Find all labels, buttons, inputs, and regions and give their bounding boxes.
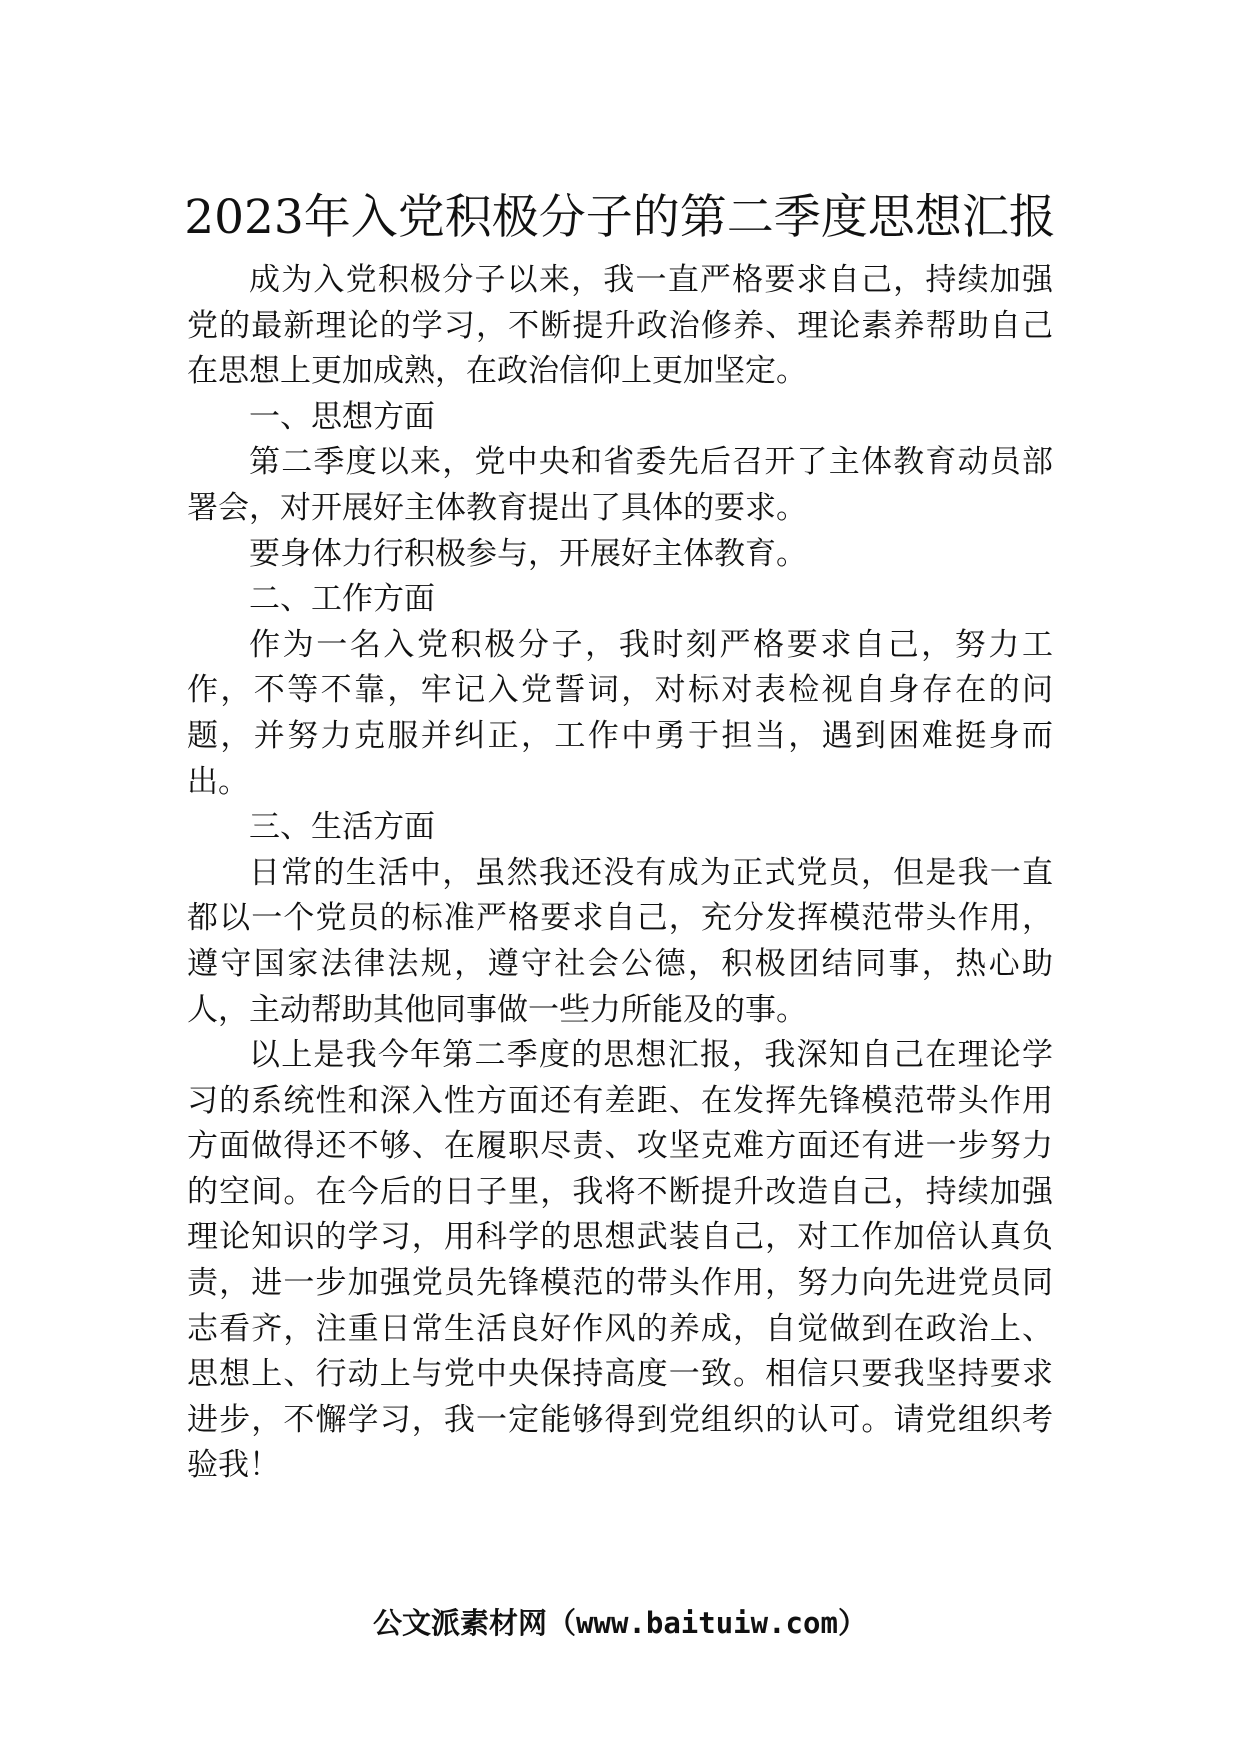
section-heading-work: 二、工作方面 xyxy=(249,581,435,618)
paragraph-conclusion: 以上是我今年第二季度的思想汇报，我深知自己在理论学习的系统性和深入性方面还有差距、在发挥先锋模范带头作用方面做得还不够、在履职尽责、攻坚克难方面还有进一步努力的空间。在今后的日子里，我将不断提升改造自己，持续加强理论知识的学习，用科学的思想武装自己，对工作加倍认真负责，进一步加强党员先锋模范的带头作用，努力向先进党员同志看齐，注重日常生活良好作风的养成，自觉做到在政治上、思想上、行动上与党中央保持高度一致。相信只要我坚持要求进步，不懈学习，我一定能够得到党组织的认可。请党组织考验我！ xyxy=(187,1037,1053,1484)
paragraph-intro: 成为入党积极分子以来，我一直严格要求自己，持续加强党的最新理论的学习，不断提升政治修养、理论素养帮助自己在思想上更加成熟，在政治信仰上更加坚定。 xyxy=(187,262,1053,390)
paragraph-thought-2: 要身体力行积极参与，开展好主体教育。 xyxy=(249,535,807,572)
paragraph-life: 日常的生活中，虽然我还没有成为正式党员，但是我一直都以一个党员的标准严格要求自己，充分发挥模范带头作用，遵守国家法律法规，遵守社会公德，积极团结同事，热心助人，主动帮助其他同事做一些力所能及的事。 xyxy=(187,854,1053,1028)
document-title: 2023年入党积极分子的第二季度思想汇报 xyxy=(184,190,1056,245)
paragraph-work: 作为一名入党积极分子，我时刻严格要求自己，努力工作，不等不靠，牢记入党誓词，对标对表检视自身存在的问题，并努力克服并纠正，工作中勇于担当，遇到困难挺身而出。 xyxy=(187,626,1053,800)
section-heading-thought: 一、思想方面 xyxy=(249,398,435,435)
document-body xyxy=(187,258,1053,1489)
footer-source: 公文派素材网（www.baituiw.com） xyxy=(373,1606,867,1640)
section-heading-life: 三、生活方面 xyxy=(249,809,435,846)
paragraph-thought-1: 第二季度以来，党中央和省委先后召开了主体教育动员部署会，对开展好主体教育提出了具体的要求。 xyxy=(187,444,1053,526)
